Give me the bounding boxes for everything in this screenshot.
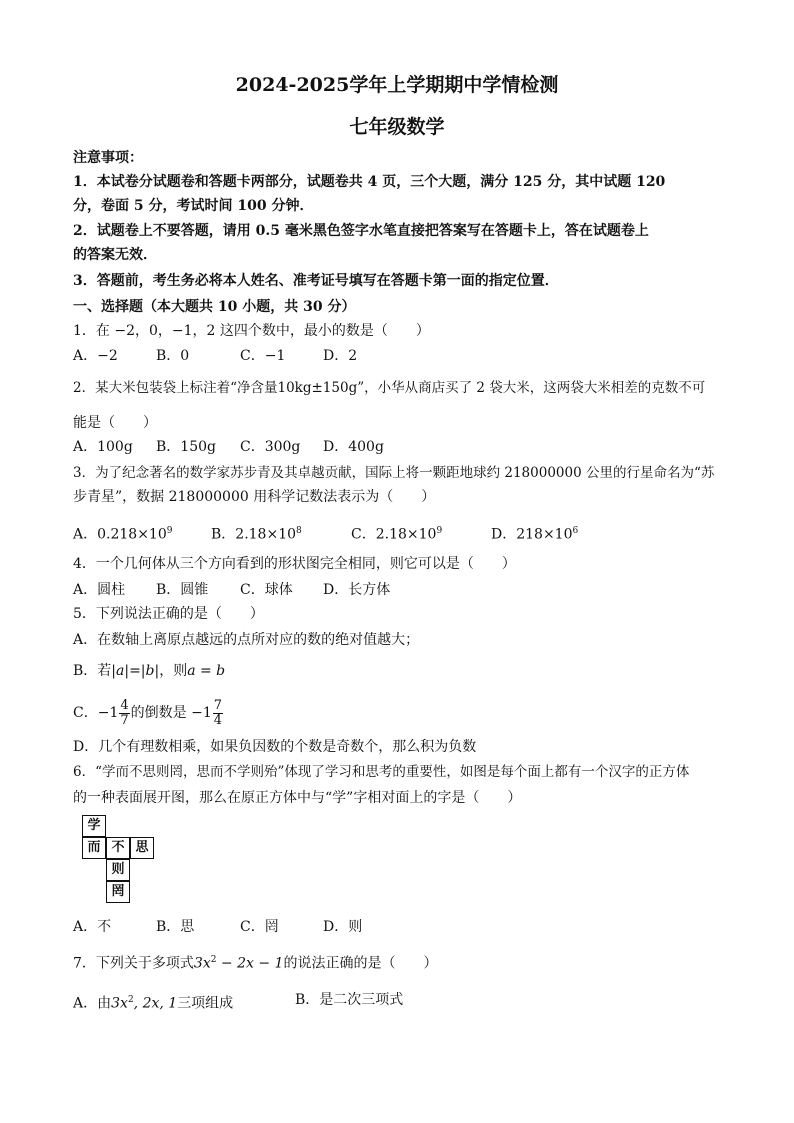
net-cell-2: 而 (82, 837, 106, 859)
q3-option-a-base: A．0.218×10 (73, 526, 167, 543)
q7-option-a-terms: 3x (111, 995, 128, 1012)
q7-poly: 3x (193, 955, 211, 972)
q6-stem-line1: 6．“学而不思则罔，思而不学则殆”体现了学习和思考的重要性，如图是每个面上都有一个汉字的正方体 (73, 764, 690, 780)
q7-option-b[interactable]: B．是二次三项式 (295, 992, 404, 1008)
q7-option-a[interactable] (73, 990, 233, 1014)
q1-stem: 1．在 −2，0，−1，2 这四个数中，最小的数是（ ） (73, 323, 430, 339)
notice-item1-line1: 1．本试卷分试题卷和答题卡两部分，试题卷共 4 页，三个大题，满分 125 分，其中试题 120 (73, 174, 666, 190)
q7-poly-exp: 2 (210, 955, 217, 965)
q5-option-c-prefix: C．−1 (73, 705, 119, 721)
q5-option-c[interactable] (73, 698, 224, 728)
q5-fraction-1-den: 7 (120, 712, 129, 728)
q3-option-d[interactable] (491, 521, 578, 545)
q5-stem: 5．下列说法正确的是（ ） (73, 606, 264, 622)
q7-stem (73, 950, 437, 974)
q5-fraction-2 (213, 699, 223, 728)
notice-item2-line2: 的答案无效． (73, 247, 157, 263)
q3-stem-line2: 步青星”，数据 218000000 用科学记数法表示为（ ） (73, 489, 436, 505)
q7-stem-prefix: 7．下列关于多项式 (73, 955, 194, 972)
q4-option-c[interactable]: C．球体 (240, 582, 293, 598)
net-cell-3: 不 (106, 837, 130, 859)
q6-option-c[interactable]: C．罔 (240, 919, 279, 935)
net-cell-4: 思 (130, 837, 154, 859)
page-title: 2024-2025学年上学期期中学情检测 (235, 74, 559, 96)
q6-stem-line2: 的一种表面展开图，那么在原正方体中与“学”字相对面上的字是（ ） (73, 790, 522, 806)
q2-option-d[interactable]: D．400g (323, 439, 384, 455)
q6-option-b[interactable]: B．思 (156, 919, 195, 935)
q1-option-a[interactable]: A．−2 (73, 348, 118, 364)
q6-option-d[interactable]: D．则 (323, 919, 363, 935)
q2-stem-line1: 2．某大米包装袋上标注着“净含量10kg±150g”，小华从商店买了 2 袋大米，这两袋大米相差的克数不可 (73, 380, 706, 396)
q3-option-b-base: B．2.18×10 (211, 526, 297, 543)
q3-option-a[interactable] (73, 521, 172, 545)
q6-option-a[interactable]: A．不 (73, 919, 112, 935)
q3-option-c[interactable] (351, 521, 442, 545)
q5-option-c-mid: 的倒数是 −1 (130, 705, 212, 721)
q4-option-d[interactable]: D．长方体 (323, 582, 391, 598)
q3-option-d-exp: 6 (572, 526, 579, 536)
notice-item1-line2: 分，卷面 5 分，考试时间 100 分钟． (73, 198, 314, 214)
q3-option-b-exp: 8 (296, 526, 302, 536)
q7-option-a-suffix: 三项组成 (177, 995, 234, 1012)
q2-option-b[interactable]: B．150g (156, 439, 216, 455)
q3-option-a-exp: 9 (166, 526, 173, 536)
q7-option-a-rest: , 2x, 1 (133, 995, 178, 1012)
q5-option-b[interactable] (73, 661, 225, 681)
net-cell-6: 罔 (106, 881, 130, 903)
q1-option-b[interactable]: B．0 (156, 348, 190, 364)
q5-fraction-1-num: 4 (120, 697, 129, 713)
q1-option-d[interactable]: D．2 (323, 348, 358, 364)
q5-fraction-2-num: 7 (213, 697, 223, 713)
q5-option-a[interactable]: A．在数轴上离原点越远的点所对应的数的绝对值越大； (73, 632, 420, 648)
q5-option-b-expr: |a|=|b| (111, 663, 160, 679)
section-heading: 一、选择题（本大题共 10 小题，共 30 分） (73, 299, 356, 315)
q1-option-c[interactable]: C．−1 (240, 348, 286, 364)
q4-option-b[interactable]: B．圆锥 (156, 582, 209, 598)
q2-stem-line2: 能是（ ） (73, 415, 157, 431)
q7-stem-suffix: 的说法正确的是（ ） (283, 955, 438, 972)
notice-heading: 注意事项： (73, 150, 143, 166)
q3-option-c-exp: 9 (436, 526, 443, 536)
q7-option-a-prefix: A．由 (73, 995, 112, 1012)
net-cell-5: 则 (106, 859, 130, 881)
q5-option-b-prefix: B．若 (73, 663, 112, 679)
q5-fraction-1 (119, 699, 129, 728)
q5-option-d[interactable]: D．几个有理数相乘，如果负因数的个数是奇数个，那么积为负数 (73, 739, 477, 755)
net-cell-1: 学 (82, 815, 106, 837)
q4-stem: 4．一个几何体从三个方向看到的形状图完全相同，则它可以是（ ） (73, 556, 516, 572)
page-subtitle: 七年级数学 (349, 116, 445, 138)
cube-net-figure (82, 815, 162, 915)
notice-item2-line1: 2．试题卷上不要答题，请用 0.5 毫米黑色签字水笔直接把答案写在答题卡上，答在试题卷上 (73, 223, 649, 239)
q7-poly-rest: − 2x − 1 (216, 955, 284, 972)
notice-item3: 3．答题前，考生务必将本人姓名、准考证号填写在答题卡第一面的指定位置． (73, 273, 559, 289)
q5-fraction-2-den: 4 (213, 712, 223, 728)
q3-stem-line1: 3．为了纪念著名的数学家苏步青及其卓越贡献，国际上将一颗距地球约 218000000 公里的行星命名为“苏 (73, 465, 715, 481)
q2-option-c[interactable]: C．300g (240, 439, 301, 455)
q3-option-c-base: C．2.18×10 (351, 526, 437, 543)
q3-option-d-base: D．218×10 (491, 526, 573, 543)
q4-option-a[interactable]: A．圆柱 (73, 582, 126, 598)
q5-option-b-mid: ，则 (159, 663, 188, 679)
q2-option-a[interactable]: A．100g (73, 439, 133, 455)
q3-option-b[interactable] (211, 521, 302, 545)
q7-option-a-exp: 2 (127, 995, 134, 1005)
q5-option-b-result: a = b (187, 663, 226, 679)
